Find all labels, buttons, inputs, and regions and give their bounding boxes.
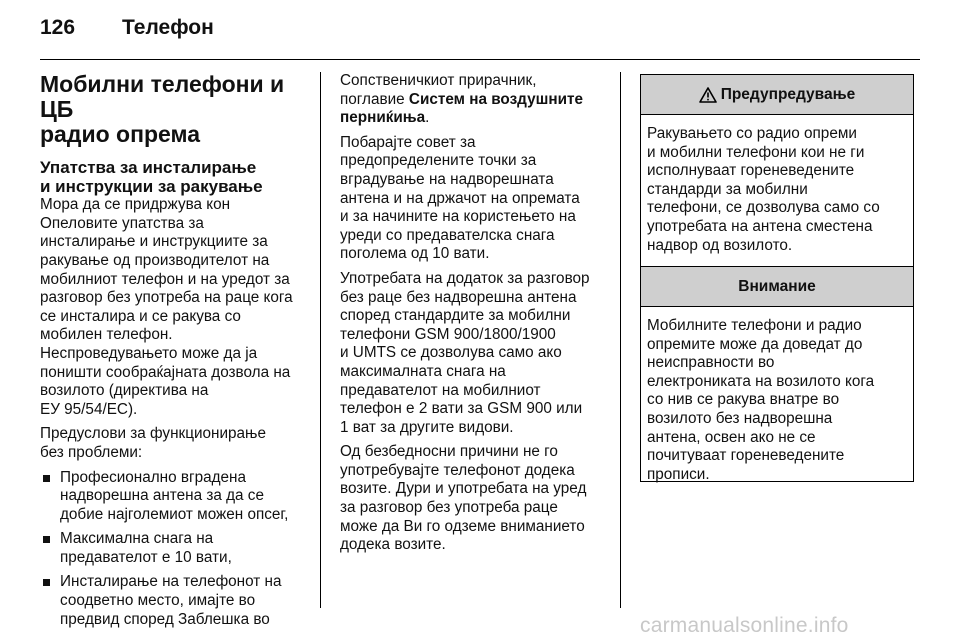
caution-header — [641, 267, 913, 307]
continuation-paragraph — [340, 72, 612, 128]
column-divider — [320, 72, 321, 608]
advice-paragraph: Побарајте совет за предопределените точки за вградување на надворешната антена и на држачот на опремата и за начините на користењето на уреди со предавателска снага поголема од 10 вати. — [340, 133, 580, 263]
middle-column — [340, 72, 612, 561]
section-title: Мобилни телефони и ЦБ радио опрема — [40, 71, 285, 147]
chapter-reference: Систем на воздушните перниќиња — [340, 90, 583, 127]
bullet-square-icon — [43, 579, 50, 586]
page-title: Телефон — [122, 16, 214, 39]
handsfree-paragraph: Употребата на додаток за разговор без раце без надворешна антена според стандардите за мобилни телефони GSM 900/1800/1900 и UMTS се дозволува само ако максималната снага на предавателот на мобилниот телефон е 2 вати за GSM 900 или 1 ват за другите видови. — [340, 269, 590, 436]
warning-box — [640, 74, 914, 273]
continuation-end: . — [425, 109, 430, 127]
list-item-text: Инсталирање на телефонот на соодветно место, имајте во предвид според Заблешка во — [60, 573, 282, 628]
continuation-text: Сопственичкиот прирачник, поглавие — [340, 72, 537, 108]
list-item-text: Професионално вградена надворешна антена за да се добие најголемиот можен опсег, — [60, 468, 289, 523]
list-item-text: Максимална снага на предавателот е 10 вати, — [60, 530, 232, 566]
left-column — [40, 72, 312, 635]
page-header — [40, 16, 920, 52]
list-item — [40, 573, 312, 629]
list-item — [40, 469, 312, 525]
list-item — [40, 530, 312, 567]
warning-triangle-icon — [699, 87, 717, 103]
subsection-title: Упатства за инсталирање и инструкции за ракување — [40, 158, 263, 196]
caution-text: Мобилните телефони и радио опремите може да доведат до неисправности во електрониката на возилото кога со нив се ракува внатре во возилото без надворешна антена, освен ако не се почитуваат гореневедените прописи. — [647, 317, 875, 483]
warning-header — [641, 75, 913, 115]
safety-paragraph: Од безбедносни причини не го употребувајте телефонот додека возите. Дури и употребата на уред за разговор без употреба раце може да Ви го одземе вниманието додека возите. — [340, 443, 587, 554]
column-divider — [620, 72, 621, 608]
warning-title: Предупредување — [720, 85, 856, 103]
bullet-square-icon — [43, 536, 50, 543]
prerequisites-list — [40, 469, 312, 630]
prerequisites-paragraph: Предуслови за функционирање без проблеми: — [40, 425, 266, 461]
caution-title: Внимание — [738, 277, 816, 295]
header-divider — [40, 59, 920, 60]
installation-paragraph: Мора да се придржува кон Опеловите упатства за инсталирање и инструкциите за ракување од производителот на мобилниот телефон и на уредот за разговор без употреба на раце кога се инсталира и се ракува со мобилен телефон. Неспроведувањето може да ја поништи сообраќајната дозвола на возилото (директива на ЕУ 95/54/ЕС). — [40, 196, 293, 418]
page-number: 126 — [40, 16, 76, 39]
warning-text: Ракувањето со радио опреми и мобилни телефони кои не ги исполнуваат гореневедените стандарди за мобилни телефони, се дозволува само со употребата на антена сместена надвор од возилото. — [647, 125, 880, 254]
bullet-square-icon — [43, 475, 50, 482]
watermark: carmanualsonline.info — [640, 614, 849, 637]
caution-box — [640, 266, 914, 482]
